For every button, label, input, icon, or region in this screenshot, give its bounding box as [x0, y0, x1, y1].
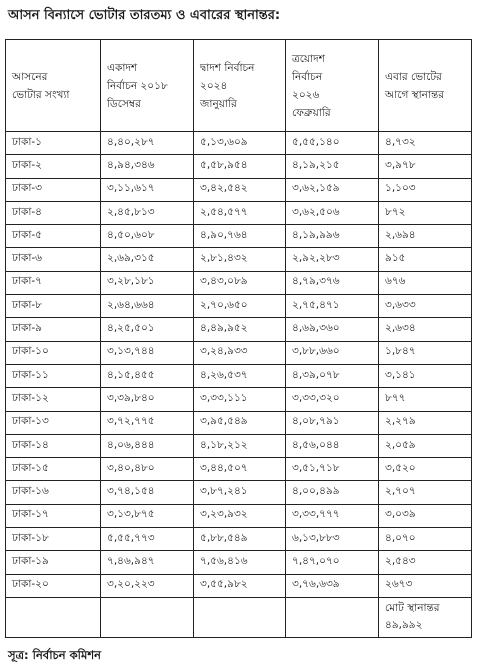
voters-2026-cell: ৩,৬২,১৫৯ — [286, 178, 379, 201]
voters-2026-cell: ৬,১৩,৮৮৩ — [286, 528, 379, 551]
voters-2024-cell: ৩,৪৪,৫০৭ — [194, 458, 286, 481]
voters-2018-cell: ৩,১৩,৭৪৪ — [101, 341, 194, 364]
table-row — [6, 318, 472, 341]
voters-2026-cell: ৪,১৯,৯৯৬ — [286, 225, 379, 248]
voters-2026-cell: ৫,৫৫,১৪০ — [286, 132, 379, 155]
seat-cell: ঢাকা-৩ — [6, 178, 101, 201]
table-row — [6, 434, 472, 457]
table-row — [6, 295, 472, 318]
seat-cell: ঢাকা-৫ — [6, 225, 101, 248]
voters-2026-cell: ৩,৬২,৫০৬ — [286, 201, 379, 224]
voters-2024-cell: ৩,৪৩,০৮৯ — [194, 271, 286, 294]
voters-2018-cell: ৪,২৫,৫০১ — [101, 318, 194, 341]
transfer-cell: ৩,১৪১ — [379, 364, 472, 387]
table-header-row — [6, 40, 472, 132]
voters-2026-cell: ৪,০০,৪৯৯ — [286, 481, 379, 504]
voters-2018-cell: ৪,৪০,২৮৭ — [101, 132, 194, 155]
transfer-cell: ৪,০৭০ — [379, 528, 472, 551]
voters-2024-cell: ৫,৫৮,৯৫৪ — [194, 155, 286, 178]
seat-cell: ঢাকা-১৯ — [6, 551, 101, 574]
voters-2024-cell: ৭,৫৬,৪১৬ — [194, 551, 286, 574]
transfer-cell: ২,০৫৯ — [379, 434, 472, 457]
voters-2024-cell: ২,৭০,৬৫০ — [194, 295, 286, 318]
seat-cell: ঢাকা-১৮ — [6, 528, 101, 551]
voters-2026-cell: ৩,৩৩,৭৭৭ — [286, 504, 379, 527]
seat-cell: ঢাকা-১৭ — [6, 504, 101, 527]
transfer-cell: ৮৭৭ — [379, 388, 472, 411]
table-row — [6, 528, 472, 551]
voters-2024-cell: ৩,৪২,৫৪২ — [194, 178, 286, 201]
transfer-cell: ২,৫৪৩ — [379, 551, 472, 574]
seat-cell: ঢাকা-১১ — [6, 364, 101, 387]
voters-2018-cell: ৭,৪৬,৯৪৭ — [101, 551, 194, 574]
voters-2018-cell: ৪,০৬,৪৪৪ — [101, 434, 194, 457]
voters-2024-cell: ৩,৮৭,২৪১ — [194, 481, 286, 504]
table-row — [6, 504, 472, 527]
transfer-cell: ৮৭২ — [379, 201, 472, 224]
table-row — [6, 551, 472, 574]
table-body — [6, 132, 472, 638]
voters-2024-cell: ৪,৪৯,৯৫২ — [194, 318, 286, 341]
voters-2026-cell: ২,৯২,২৮৩ — [286, 248, 379, 271]
voters-2026-cell: ৩,৭৬,৬৩৯ — [286, 574, 379, 597]
voters-2018-cell: ২,৬৯,৩১৫ — [101, 248, 194, 271]
voters-2024-cell: ২,৫৪,৫৭৭ — [194, 201, 286, 224]
seat-cell: ঢাকা-৭ — [6, 271, 101, 294]
header-2026: ত্রয়োদশ নির্বাচন ২০২৬ ফেব্রুয়ারি — [286, 40, 379, 132]
page-heading: আসন বিন্যাসে ভোটার তারতম্য ও এবারের স্থানান্তর: — [8, 8, 281, 23]
voters-2024-cell: ২,৮১,৪৩২ — [194, 248, 286, 271]
seat-cell: ঢাকা-২০ — [6, 574, 101, 597]
voters-2024-cell: ৪,১৮,২১২ — [194, 434, 286, 457]
voters-2018-cell: ৪,৫০,৬০৮ — [101, 225, 194, 248]
header-transfer: এবার ভোটের আগে স্থানান্তর — [379, 40, 472, 132]
voters-2024-cell: ৩,৯৫,৫৪৯ — [194, 411, 286, 434]
voters-2018-cell: ৩,৩৯,৮৪০ — [101, 388, 194, 411]
voters-2024-cell: ৪,২৬,৫৩৭ — [194, 364, 286, 387]
voters-2026-cell: ৩,৮৮,৬৬০ — [286, 341, 379, 364]
voters-2018-cell: ৩,১১,৬১৭ — [101, 178, 194, 201]
seat-cell: ঢাকা-১২ — [6, 388, 101, 411]
transfer-cell: ২,৬৩৪ — [379, 318, 472, 341]
voter-comparison-table — [5, 39, 472, 638]
voters-2026-cell: ২,৭৫,৪৭১ — [286, 295, 379, 318]
transfer-cell: ৩,৫২০ — [379, 458, 472, 481]
transfer-cell: ১,৮৪৭ — [379, 341, 472, 364]
voters-2024-cell: ৫,১৩,৬০৯ — [194, 132, 286, 155]
voters-2018-cell: ৩,৭২,৭৭৫ — [101, 411, 194, 434]
voters-2018-cell: ২,৪৫,৮১৩ — [101, 201, 194, 224]
voters-2018-cell: ৩,১৩,৮৭৫ — [101, 504, 194, 527]
transfer-cell: ২৬৭৩ — [379, 574, 472, 597]
voters-2026-cell: ৪,৬৯,৩৬০ — [286, 318, 379, 341]
voters-2024-cell: ৩,৫৫,৯৮২ — [194, 574, 286, 597]
voters-2024-cell: ৩,২৪,৯৩৩ — [194, 341, 286, 364]
source-note: সূত্র: নির্বাচন কমিশন — [8, 648, 102, 662]
transfer-cell: ৩,০৩৯ — [379, 504, 472, 527]
seat-cell: ঢাকা-১৬ — [6, 481, 101, 504]
voters-2018-cell: ৩,২০,২২৩ — [101, 574, 194, 597]
voters-2018-cell: ৫,৫৫,৭৭৩ — [101, 528, 194, 551]
table-row — [6, 201, 472, 224]
table-row — [6, 411, 472, 434]
seat-cell: ঢাকা-৮ — [6, 295, 101, 318]
seat-cell: ঢাকা-১৪ — [6, 434, 101, 457]
empty-cell — [286, 597, 379, 637]
voters-2026-cell: ৪,১৯,২১৫ — [286, 155, 379, 178]
header-2018: একাদশ নির্বাচন ২০১৮ ডিসেম্বর — [101, 40, 194, 132]
table-row — [6, 155, 472, 178]
table-row — [6, 364, 472, 387]
voters-2026-cell: ৪,০৮,৭৯১ — [286, 411, 379, 434]
transfer-cell: ২,৭০৭ — [379, 481, 472, 504]
transfer-cell: ২,২৭৯ — [379, 411, 472, 434]
voters-2024-cell: ৫,৮৮,৫৪৯ — [194, 528, 286, 551]
seat-cell: ঢাকা-১ — [6, 132, 101, 155]
voters-2018-cell: ২,৬৪,৬৬৪ — [101, 295, 194, 318]
seat-cell: ঢাকা-১০ — [6, 341, 101, 364]
voters-2024-cell: ৩,৩৩,১১১ — [194, 388, 286, 411]
table-row — [6, 574, 472, 597]
empty-cell — [6, 597, 101, 637]
transfer-cell: ২,৬৯৪ — [379, 225, 472, 248]
voters-2018-cell: ৩,৭৪,১৫৪ — [101, 481, 194, 504]
table-row — [6, 225, 472, 248]
header-2024: দ্বাদশ নির্বাচন ২০২৪ জানুয়ারি — [194, 40, 286, 132]
voters-2018-cell: ৩,২৮,১৮১ — [101, 271, 194, 294]
voters-2018-cell: ৩,৪০,৪৮০ — [101, 458, 194, 481]
voters-2026-cell: ৪,৩৯,০৭৮ — [286, 364, 379, 387]
header-seat: আসনের ভোটার সংখ্যা — [6, 40, 101, 132]
table-row — [6, 388, 472, 411]
voters-2018-cell: ৪,৯৪,৩৪৬ — [101, 155, 194, 178]
voters-2026-cell: ৪,৭৯,৩৭৬ — [286, 271, 379, 294]
transfer-cell: ৬৭৬ — [379, 271, 472, 294]
table-row — [6, 178, 472, 201]
voters-2026-cell: ৩,৫১,৭১৮ — [286, 458, 379, 481]
transfer-cell: ৯১৫ — [379, 248, 472, 271]
table-row — [6, 458, 472, 481]
voters-2026-cell: ৭,৪৭,০৭০ — [286, 551, 379, 574]
empty-cell — [194, 597, 286, 637]
transfer-cell: ৩,৬৩৩ — [379, 295, 472, 318]
total-transfer-cell: মোট স্থানান্তর ৪৯,৯৯২ — [379, 597, 472, 637]
table-row — [6, 341, 472, 364]
table-row — [6, 481, 472, 504]
voters-2026-cell: ৪,৫৬,০৪৪ — [286, 434, 379, 457]
table-row — [6, 271, 472, 294]
seat-cell: ঢাকা-৪ — [6, 201, 101, 224]
seat-cell: ঢাকা-১৫ — [6, 458, 101, 481]
total-row — [6, 597, 472, 637]
voters-2026-cell: ৩,৩৩,৩২০ — [286, 388, 379, 411]
seat-cell: ঢাকা-৯ — [6, 318, 101, 341]
transfer-cell: ১,১০৩ — [379, 178, 472, 201]
seat-cell: ঢাকা-১৩ — [6, 411, 101, 434]
voters-2024-cell: ৪,৯০,৭৬৪ — [194, 225, 286, 248]
seat-cell: ঢাকা-৬ — [6, 248, 101, 271]
table-row — [6, 248, 472, 271]
voters-2024-cell: ৩,২৩,৯৩২ — [194, 504, 286, 527]
empty-cell — [101, 597, 194, 637]
table-row — [6, 132, 472, 155]
seat-cell: ঢাকা-২ — [6, 155, 101, 178]
transfer-cell: ৩,৯৭৮ — [379, 155, 472, 178]
voters-2018-cell: ৪,১৫,৪৫৫ — [101, 364, 194, 387]
transfer-cell: ৪,৭৩২ — [379, 132, 472, 155]
